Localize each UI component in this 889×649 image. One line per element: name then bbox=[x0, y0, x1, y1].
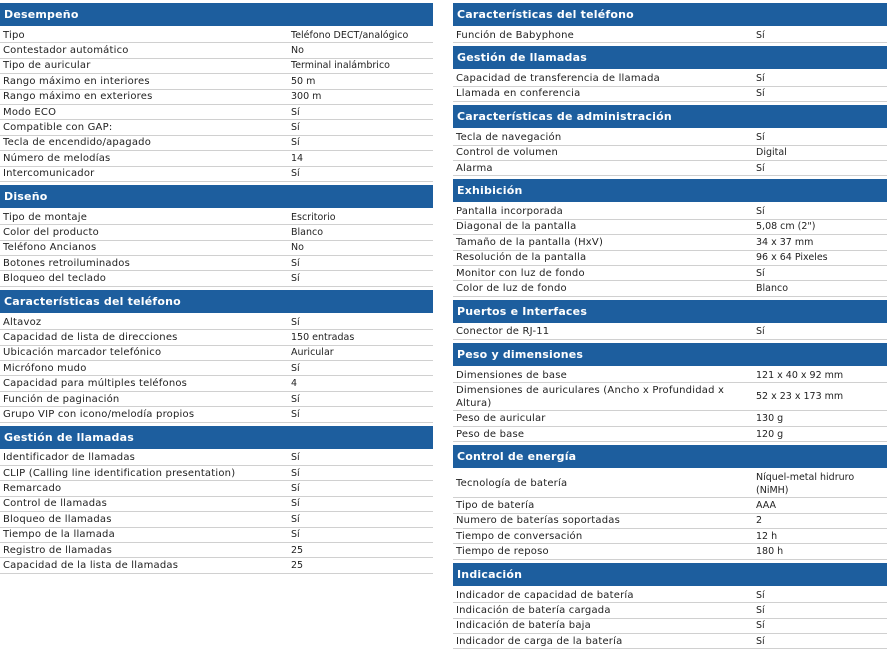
section-header: Peso y dimensiones bbox=[453, 343, 887, 366]
spec-label: Tecla de encendido/apagado bbox=[3, 137, 152, 149]
spec-value: Auricular bbox=[291, 347, 334, 359]
spec-value: Sí bbox=[291, 452, 300, 464]
spec-value: Teléfono DECT/analógico bbox=[291, 29, 409, 41]
spec-row bbox=[453, 470, 887, 498]
spec-label: Control de llamadas bbox=[3, 498, 108, 510]
spec-value: Sí bbox=[756, 206, 765, 218]
section-header: Indicación bbox=[453, 563, 887, 586]
spec-label: Capacidad de lista de direcciones bbox=[3, 331, 178, 343]
spec-label: Función de Babyphone bbox=[456, 29, 575, 41]
spec-row bbox=[453, 220, 887, 235]
spec-row bbox=[0, 136, 433, 151]
spec-row bbox=[0, 90, 433, 105]
spec-row bbox=[0, 512, 433, 527]
spec-row bbox=[453, 619, 887, 634]
spec-value: 96 x 64 Pixeles bbox=[756, 252, 828, 264]
spec-label: Capacidad de la lista de llamadas bbox=[3, 560, 179, 572]
spec-label: Grupo VIP con icono/melodía propios bbox=[3, 408, 195, 420]
spec-label: Diagonal de la pantalla bbox=[456, 221, 577, 233]
spec-row bbox=[453, 368, 887, 383]
spec-value: Sí bbox=[291, 513, 300, 525]
spec-row bbox=[0, 28, 433, 43]
spec-value: 2 bbox=[756, 515, 763, 527]
spec-label: Indicación de batería baja bbox=[456, 620, 591, 632]
spec-label: Alarma bbox=[456, 162, 493, 174]
spec-row bbox=[0, 315, 433, 330]
spec-value: 150 entradas bbox=[291, 331, 355, 343]
spec-label: Registro de llamadas bbox=[3, 544, 113, 556]
spec-value: Sí bbox=[756, 131, 765, 143]
spec-value: 130 g bbox=[756, 413, 784, 425]
spec-label: Color de luz de fondo bbox=[456, 282, 567, 294]
spec-label: Numero de baterías soportadas bbox=[456, 515, 620, 527]
spec-row bbox=[453, 146, 887, 161]
spec-label: Ubicación marcador telefónico bbox=[3, 347, 162, 359]
spec-value: Terminal inalámbrico bbox=[291, 60, 390, 72]
spec-row bbox=[453, 161, 887, 176]
spec-label: Tiempo de conversación bbox=[456, 530, 583, 542]
spec-label: Compatible con GAP: bbox=[3, 122, 113, 134]
spec-section-gestion-de-llamadas bbox=[0, 426, 433, 574]
spec-label: CLIP (Calling line identification presentation) bbox=[3, 467, 236, 479]
spec-label: Control de volumen bbox=[456, 147, 558, 159]
spec-row bbox=[0, 105, 433, 120]
spec-label: Tecla de navegación bbox=[456, 131, 562, 143]
spec-row bbox=[0, 407, 433, 422]
spec-label: Bloqueo de llamadas bbox=[3, 513, 112, 525]
spec-row bbox=[453, 383, 887, 411]
spec-value: Sí bbox=[291, 483, 300, 495]
spec-label: Altavoz bbox=[3, 316, 42, 328]
spec-row bbox=[0, 151, 433, 166]
spec-label: Llamada en conferencia bbox=[456, 88, 581, 100]
spec-section-diseno bbox=[0, 185, 433, 287]
spec-label: Intercomunicador bbox=[3, 168, 95, 180]
spec-value: Digital bbox=[756, 147, 787, 159]
spec-row bbox=[0, 451, 433, 466]
right-spec-column bbox=[453, 3, 887, 649]
spec-value: 14 bbox=[291, 152, 304, 164]
spec-value: Sí bbox=[291, 273, 300, 285]
spec-label: Resolución de la pantalla bbox=[456, 252, 587, 264]
spec-value: Sí bbox=[291, 137, 300, 149]
spec-row bbox=[453, 529, 887, 544]
spec-value: Sí bbox=[756, 267, 765, 279]
spec-label: Tamaño de la pantalla (HxV) bbox=[456, 236, 604, 248]
spec-section-puertos-e-interfaces bbox=[453, 300, 887, 340]
section-header: Desempeño bbox=[0, 3, 433, 26]
spec-row bbox=[0, 120, 433, 135]
spec-row bbox=[0, 528, 433, 543]
spec-label: Contestador automático bbox=[3, 45, 129, 57]
spec-label: Teléfono Ancianos bbox=[3, 242, 97, 254]
spec-label: Tipo de auricular bbox=[3, 60, 91, 72]
spec-value: Sí bbox=[291, 529, 300, 541]
spec-value: Sí bbox=[756, 73, 765, 85]
spec-row bbox=[453, 251, 887, 266]
spec-value: Sí bbox=[291, 498, 300, 510]
spec-value: 34 x 37 mm bbox=[756, 236, 814, 248]
spec-value: 25 bbox=[291, 544, 304, 556]
spec-row bbox=[0, 43, 433, 58]
spec-row bbox=[453, 498, 887, 513]
spec-value: Sí bbox=[756, 29, 765, 41]
spec-section-control-de-energia bbox=[453, 445, 887, 560]
spec-row bbox=[453, 235, 887, 250]
spec-value: 4 bbox=[291, 378, 298, 390]
spec-label: Tiempo de la llamada bbox=[3, 529, 115, 541]
spec-label: Rango máximo en interiores bbox=[3, 75, 150, 87]
spec-label: Dimensiones de base bbox=[456, 369, 568, 381]
spec-value: Sí bbox=[291, 106, 300, 118]
spec-row bbox=[453, 411, 887, 426]
spec-value: 52 x 23 x 173 mm bbox=[756, 391, 844, 403]
spec-row bbox=[453, 634, 887, 649]
spec-label: Peso de base bbox=[456, 428, 525, 440]
spec-value: 12 h bbox=[756, 530, 778, 542]
spec-section-gestion-de-llamadas bbox=[453, 46, 887, 102]
spec-value: Sí bbox=[756, 589, 765, 601]
spec-value: No bbox=[291, 45, 304, 57]
spec-value: Sí bbox=[756, 88, 765, 100]
spec-value: Sí bbox=[291, 467, 300, 479]
spec-row bbox=[453, 514, 887, 529]
spec-row bbox=[0, 241, 433, 256]
spec-value: AAA bbox=[756, 499, 777, 511]
spec-row bbox=[0, 361, 433, 376]
spec-section-caracteristicas-del-telefono bbox=[0, 290, 433, 423]
spec-row bbox=[453, 71, 887, 86]
spec-row bbox=[0, 481, 433, 496]
spec-row bbox=[0, 167, 433, 182]
spec-label: Tecnología de batería bbox=[456, 478, 568, 490]
spec-value: 50 m bbox=[291, 75, 316, 87]
spec-row bbox=[0, 558, 433, 573]
spec-row bbox=[453, 266, 887, 281]
spec-row bbox=[0, 466, 433, 481]
spec-label: Pantalla incorporada bbox=[456, 206, 563, 218]
spec-value: Sí bbox=[291, 168, 300, 180]
spec-row bbox=[453, 204, 887, 219]
spec-row bbox=[453, 87, 887, 102]
spec-row bbox=[0, 330, 433, 345]
spec-label: Peso de auricular bbox=[456, 413, 546, 425]
spec-label: Tipo bbox=[3, 29, 25, 41]
spec-section-caracteristicas-de-administracion bbox=[453, 105, 887, 176]
spec-label: Modo ECO bbox=[3, 106, 57, 118]
spec-value: Blanco bbox=[756, 282, 789, 294]
spec-row bbox=[0, 59, 433, 74]
spec-section-caracteristicas-del-telefono bbox=[453, 3, 887, 43]
spec-label: Color del producto bbox=[3, 226, 99, 238]
spec-row bbox=[453, 427, 887, 442]
spec-row bbox=[453, 544, 887, 559]
spec-value: No bbox=[291, 242, 304, 254]
spec-value: Sí bbox=[756, 604, 765, 616]
spec-row bbox=[453, 281, 887, 296]
spec-row bbox=[0, 256, 433, 271]
section-header: Características del teléfono bbox=[453, 3, 887, 26]
left-spec-column bbox=[0, 3, 433, 574]
spec-value: 121 x 40 x 92 mm bbox=[756, 369, 844, 381]
spec-row bbox=[0, 346, 433, 361]
spec-value: Sí bbox=[291, 257, 300, 269]
spec-label: Función de paginación bbox=[3, 393, 120, 405]
spec-row bbox=[0, 271, 433, 286]
spec-section-exhibicion bbox=[453, 179, 887, 296]
spec-value: 300 m bbox=[291, 91, 322, 103]
spec-value: 25 bbox=[291, 560, 304, 572]
spec-label: Micrófono mudo bbox=[3, 362, 87, 374]
spec-value: Sí bbox=[291, 316, 300, 328]
spec-label: Indicador de capacidad de batería bbox=[456, 589, 634, 601]
spec-section-peso-y-dimensiones bbox=[453, 343, 887, 442]
section-header: Gestión de llamadas bbox=[453, 46, 887, 69]
spec-row bbox=[453, 603, 887, 618]
spec-label: Capacidad para múltiples teléfonos bbox=[3, 378, 188, 390]
spec-value: Sí bbox=[291, 362, 300, 374]
spec-row bbox=[0, 376, 433, 391]
spec-label: Tiempo de reposo bbox=[456, 546, 549, 558]
spec-value: Blanco bbox=[291, 226, 324, 238]
section-header: Características de administración bbox=[453, 105, 887, 128]
spec-label: Tipo de montaje bbox=[3, 211, 88, 223]
spec-row bbox=[453, 325, 887, 340]
spec-value: Sí bbox=[291, 408, 300, 420]
spec-label: Dimensiones de auriculares (Ancho x Profundidad x Altura) bbox=[456, 384, 725, 409]
spec-value: Sí bbox=[291, 393, 300, 405]
spec-row bbox=[453, 28, 887, 43]
spec-row bbox=[453, 130, 887, 145]
section-header: Exhibición bbox=[453, 179, 887, 202]
section-header: Gestión de llamadas bbox=[0, 426, 433, 449]
spec-label: Bloqueo del teclado bbox=[3, 273, 107, 285]
spec-row bbox=[0, 74, 433, 89]
spec-value: Sí bbox=[291, 122, 300, 134]
spec-row bbox=[0, 392, 433, 407]
spec-section-indicacion bbox=[453, 563, 887, 649]
spec-label: Botones retroiluminados bbox=[3, 257, 131, 269]
spec-row bbox=[0, 497, 433, 512]
spec-value: 180 h bbox=[756, 546, 784, 558]
spec-row bbox=[0, 225, 433, 240]
spec-label: Indicador de carga de la batería bbox=[456, 635, 623, 647]
spec-label: Número de melodías bbox=[3, 152, 111, 164]
spec-label: Capacidad de transferencia de llamada bbox=[456, 73, 660, 85]
spec-label: Conector de RJ-11 bbox=[456, 326, 550, 338]
spec-label: Remarcado bbox=[3, 483, 62, 495]
spec-section-desempeno bbox=[0, 3, 433, 182]
spec-label: Identificador de llamadas bbox=[3, 452, 136, 464]
spec-value: 120 g bbox=[756, 428, 784, 440]
spec-value: Níquel-metal hidruro (NiMH) bbox=[756, 471, 855, 496]
section-header: Características del teléfono bbox=[0, 290, 433, 313]
spec-value: 5,08 cm (2") bbox=[756, 221, 816, 233]
spec-label: Monitor con luz de fondo bbox=[456, 267, 585, 279]
spec-value: Sí bbox=[756, 326, 765, 338]
spec-row bbox=[0, 210, 433, 225]
spec-value: Escritorio bbox=[291, 211, 336, 223]
spec-label: Rango máximo en exteriores bbox=[3, 91, 153, 103]
spec-label: Tipo de batería bbox=[456, 499, 535, 511]
spec-value: Sí bbox=[756, 620, 765, 632]
section-header: Control de energía bbox=[453, 445, 887, 468]
spec-label: Indicación de batería cargada bbox=[456, 604, 611, 616]
section-header: Puertos e Interfaces bbox=[453, 300, 887, 323]
spec-row bbox=[453, 588, 887, 603]
spec-value: Sí bbox=[756, 162, 765, 174]
section-header: Diseño bbox=[0, 185, 433, 208]
spec-value: Sí bbox=[756, 635, 765, 647]
spec-row bbox=[0, 543, 433, 558]
